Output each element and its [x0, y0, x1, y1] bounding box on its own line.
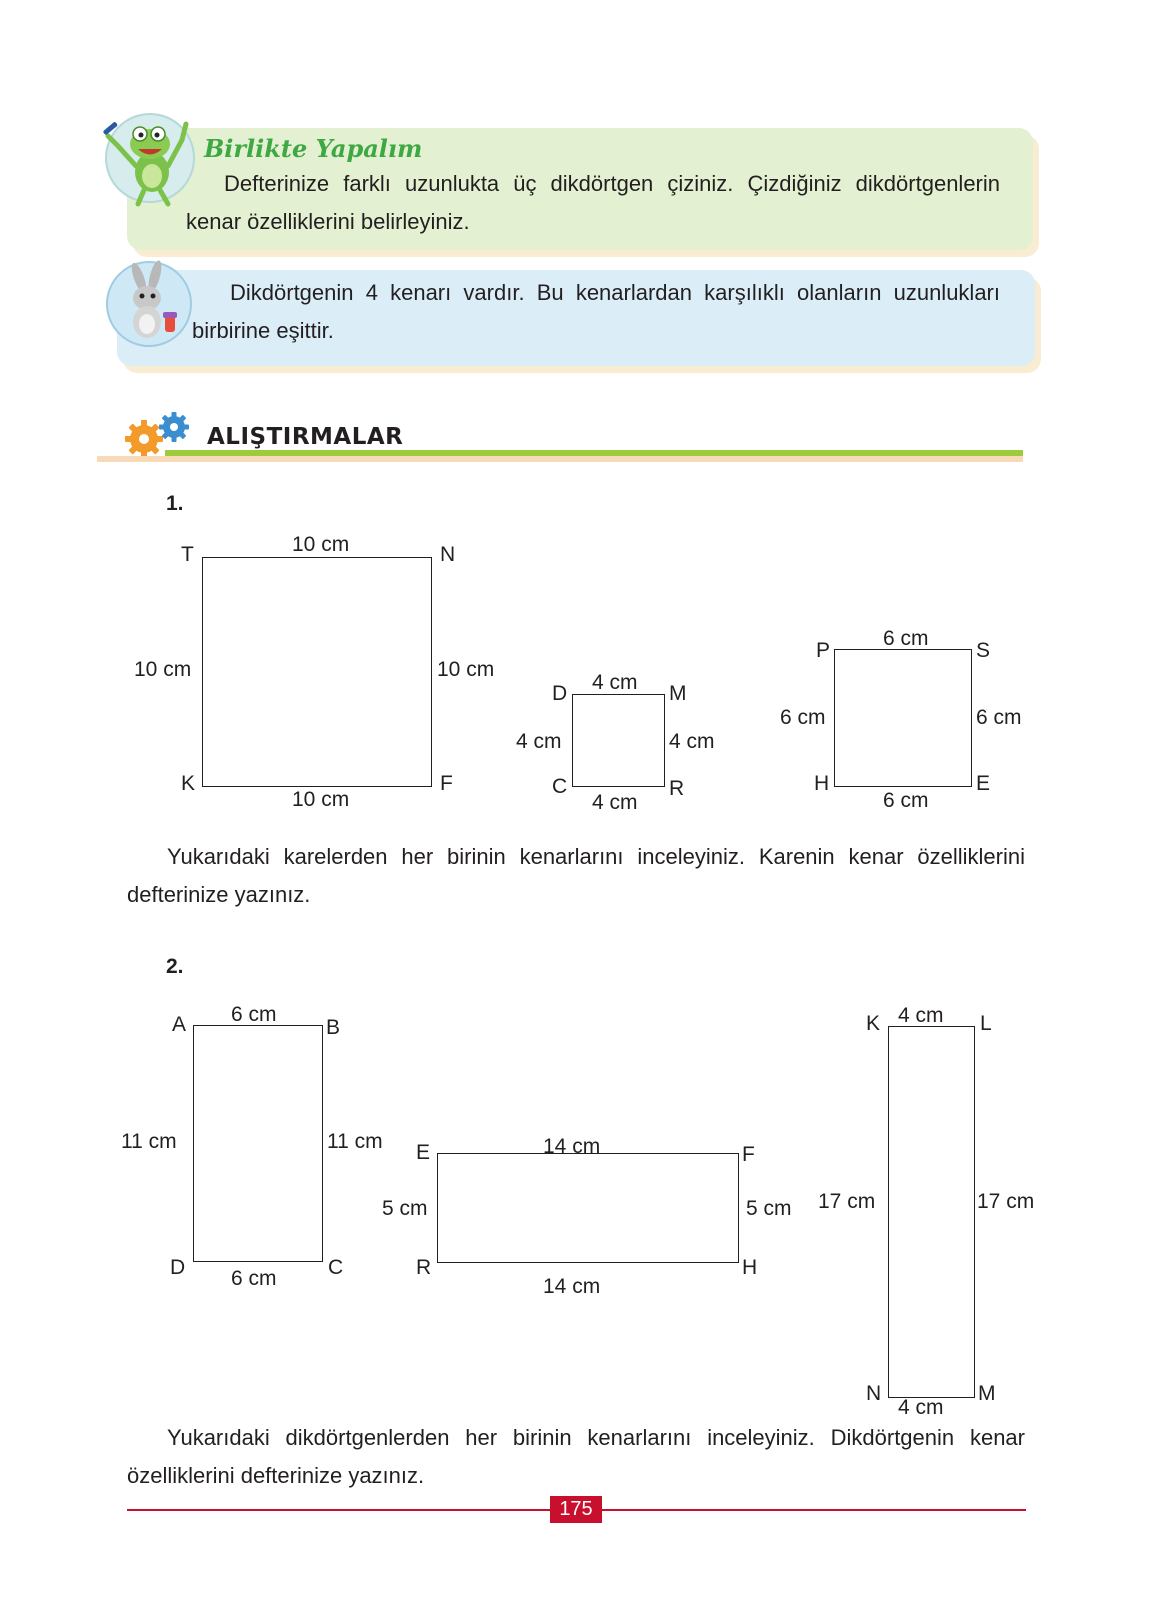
frog-mascot-icon — [98, 106, 198, 210]
corner-label: P — [816, 639, 831, 662]
rectangle-efhr — [437, 1153, 739, 1263]
corner-label: C — [552, 775, 568, 798]
corner-label: T — [181, 543, 194, 566]
rabbit-mascot-icon — [103, 258, 195, 350]
side-label: 4 cm — [898, 1396, 944, 1419]
info-text: Dikdörtgenin 4 kenarı vardır. Bu kenarlardan karşılıklı olanların uzunlukları birbirine eşittir. — [192, 280, 1000, 343]
corner-label: E — [416, 1141, 431, 1164]
side-label: 17 cm — [818, 1190, 876, 1213]
corner-label: K — [866, 1012, 881, 1035]
corner-label: A — [172, 1013, 187, 1036]
corner-label: K — [181, 772, 196, 795]
rectangle-klmn — [888, 1026, 975, 1398]
corner-label: N — [866, 1382, 882, 1405]
side-label: 4 cm — [898, 1004, 944, 1027]
corner-label: S — [976, 639, 991, 662]
side-label: 6 cm — [780, 706, 826, 729]
square-pseh — [834, 649, 972, 787]
corner-label: E — [976, 772, 991, 795]
corner-label: C — [328, 1256, 344, 1279]
exercise2-question: Yukarıdaki dikdörtgenlerden her birinin kenarlarını inceleyiniz. Dikdörtgenin kenar özelliklerini defterinize yazınız. — [127, 1425, 1025, 1488]
corner-label: H — [814, 772, 830, 795]
rectangle-abcd — [193, 1025, 323, 1262]
side-label: 11 cm — [327, 1130, 383, 1153]
side-label: 5 cm — [382, 1197, 428, 1220]
corner-label: D — [552, 682, 568, 705]
side-label: 4 cm — [592, 671, 638, 694]
exercise2-number: 2. — [166, 955, 184, 978]
section-title: ALIŞTIRMALAR — [207, 424, 404, 450]
side-label: 5 cm — [746, 1197, 792, 1220]
side-label: 6 cm — [883, 627, 929, 650]
footer-line-left — [127, 1509, 550, 1511]
side-label: 6 cm — [976, 706, 1022, 729]
corner-label: N — [440, 543, 456, 566]
side-label: 10 cm — [292, 533, 350, 556]
side-label: 17 cm — [977, 1190, 1035, 1213]
corner-label: M — [978, 1382, 996, 1405]
corner-label: R — [416, 1256, 432, 1279]
page-number: 175 — [550, 1496, 602, 1523]
corner-label: M — [669, 682, 687, 705]
side-label: 10 cm — [437, 658, 495, 681]
side-label: 4 cm — [516, 730, 562, 753]
side-label: 6 cm — [231, 1267, 277, 1290]
corner-label: F — [742, 1143, 755, 1166]
square-dmrc — [572, 694, 665, 787]
square-tnfk — [202, 557, 432, 787]
side-label: 11 cm — [121, 1130, 177, 1153]
corner-label: H — [742, 1256, 758, 1279]
corner-label: B — [326, 1016, 341, 1039]
corner-label: L — [980, 1012, 992, 1035]
side-label: 6 cm — [883, 789, 929, 812]
footer-line-right — [602, 1509, 1026, 1511]
side-label: 14 cm — [543, 1275, 601, 1298]
corner-label: D — [170, 1256, 186, 1279]
corner-label: F — [440, 772, 453, 795]
together-title: Birlikte Yapalım — [204, 134, 423, 163]
side-label: 10 cm — [134, 658, 192, 681]
side-label: 4 cm — [592, 791, 638, 814]
side-label: 6 cm — [231, 1003, 277, 1026]
exercise1-question: Yukarıdaki karelerden her birinin kenarlarını inceleyiniz. Karenin kenar özelliklerini defterinize yazınız. — [127, 844, 1025, 907]
corner-label: R — [669, 777, 685, 800]
together-text: Defterinize farklı uzunlukta üç dikdörtgen çiziniz. Çizdiğiniz dikdörtgenlerin kenar özelliklerini belirleyiniz. — [186, 171, 1000, 234]
side-label: 4 cm — [669, 730, 715, 753]
side-label: 14 cm — [543, 1135, 601, 1158]
section-bar-orange — [97, 456, 1023, 462]
side-label: 10 cm — [292, 788, 350, 811]
exercise1-number: 1. — [166, 492, 184, 515]
